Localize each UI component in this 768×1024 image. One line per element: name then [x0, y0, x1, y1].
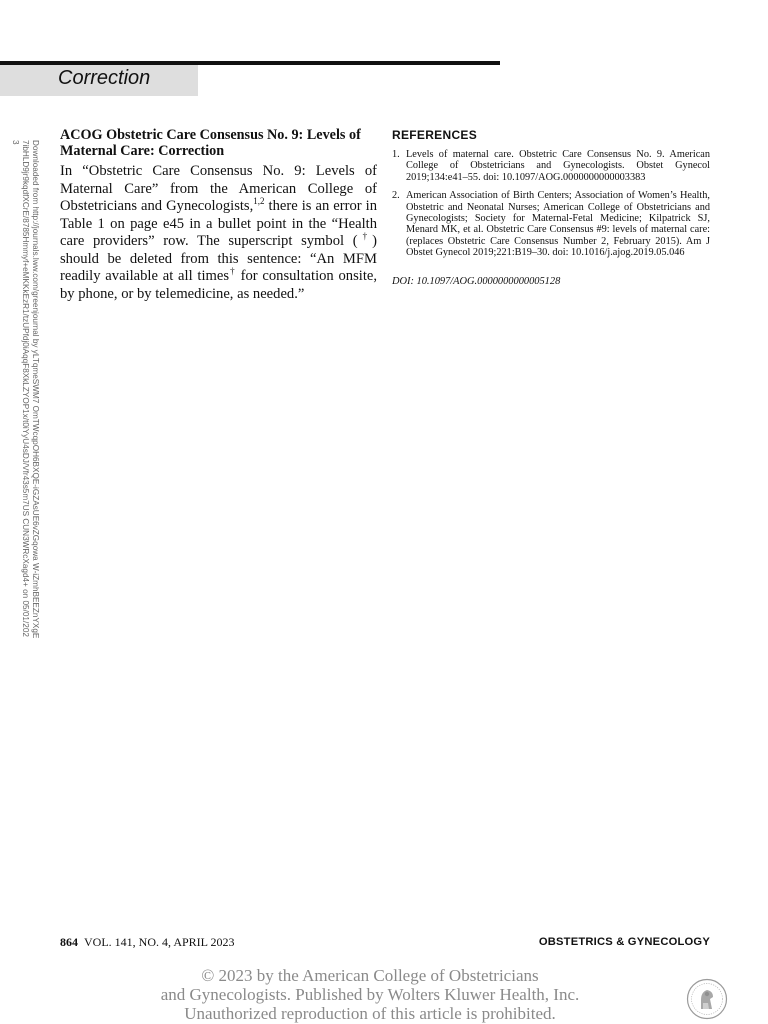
article-body-text: for consultation onsite, by phone, or by telemedicine, as needed.” [60, 268, 378, 302]
copyright-line: © 2023 by the American College of Obstetricians [201, 966, 539, 985]
journal-name: OBSTETRICS & GYNECOLOGY [538, 936, 710, 948]
download-watermark-text: Downloaded from http://journals.lww.com/greenjournal by yLTqmeSWM7 OmTWcqpOH6BXQE-iGZAsUE6vZGqowa W-iZmhBEEZnYXgE7ibHLD9jr9kqdfXCrE/8785Hmmyf+eMKKkEzR1/tzUPfdj0iAqqF8XkLZYOP1x/t0iYyU4sDJ/Vfr43s5m7US CUN3WRcXagd4+ on 05/01/2023 [11, 140, 40, 639]
reference-number: 2. [392, 190, 400, 202]
acog-seal-icon [686, 978, 728, 1020]
article-body-text: In “Obstetric Care Consensus No. 9: Levels of Maternal Care” from the American College of Obstetricians and Gynecologists, [60, 163, 377, 214]
copyright-notice [0, 966, 740, 1023]
article-body [60, 163, 377, 303]
reference-text: American Association of Birth Centers; Association of Women’s Health, Obstetric and Neonatal Nurses; American College of Obstetricians and Gynecologists; Society for Maternal-Fetal Medicine; Kilpatrick SJ, Menard MK, et al. Obstetric Care Consensus #9: levels of maternal care: (replaces Obstetric Care Consensus Number 2, February 2015). Am J Obstet Gynecol 2019;221:B19–30. doi: 10.1016/j.ajog.2019.05.046 [406, 190, 710, 259]
dagger-superscript: † [357, 231, 373, 242]
download-watermark [12, 140, 40, 640]
citation-superscript[interactable]: 1,2 [253, 196, 265, 207]
references-heading: REFERENCES [392, 128, 478, 142]
article-body-text: ) should be deleted from this sentence: “An MFM readily available at all times [60, 233, 378, 284]
page-number: 864 [60, 935, 78, 949]
footer-issue-info [60, 934, 235, 950]
section-label: Correction [58, 67, 151, 89]
article-doi[interactable]: DOI: 10.1097/AOG.0000000000005128 [392, 275, 561, 287]
copyright-line: and Gynecologists. Published by Wolters Kluwer Health, Inc. [160, 985, 580, 1004]
article-title: ACOG Obstetric Care Consensus No. 9: Levels of Maternal Care: Correction [60, 127, 361, 159]
reference-item [392, 149, 710, 183]
reference-text: Levels of maternal care. Obstetric Care Consensus No. 9. American College of Obstetricians and Gynecologists. Obstet Gynecol 2019;134:e41–55. doi: 10.1097/AOG.0000000000003383 [406, 149, 710, 183]
reference-list [392, 149, 710, 259]
reference-number: 1. [392, 149, 400, 160]
copyright-line: Unauthorized reproduction of this article is prohibited. [184, 1004, 556, 1023]
references-column [392, 128, 710, 287]
issue-info: VOL. 141, NO. 4, APRIL 2023 [84, 935, 235, 949]
article-column [60, 127, 377, 303]
reference-item [392, 190, 710, 258]
dagger-superscript: † [229, 266, 236, 277]
article-body-text: there is an error in Table 1 on page e45 in a bullet point in the “Health care providers” row. The superscript symbol ( [60, 198, 377, 249]
